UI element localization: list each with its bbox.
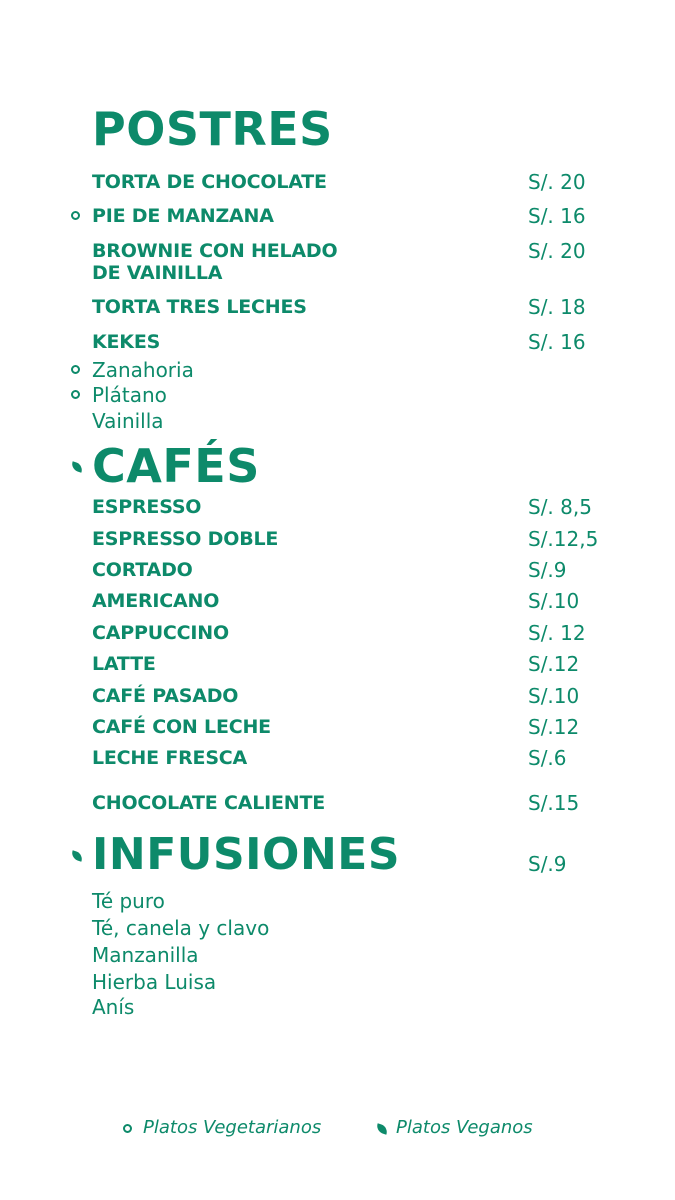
- menu-item-name: LECHE FRESCA: [92, 747, 248, 769]
- menu-item-name: ESPRESSO DOBLE: [92, 528, 279, 550]
- legend-vegan: Platos Veganos: [396, 1117, 533, 1138]
- menu-item-price: S/. 8,5: [528, 495, 592, 519]
- menu-item-price: S/. 12: [528, 621, 586, 645]
- option-text: Hierba Luisa: [92, 970, 217, 994]
- menu-item-name: TORTA DE CHOCOLATE: [92, 171, 327, 193]
- vegetarian-icon: [71, 365, 80, 374]
- menu-item-price: S/.12,5: [528, 527, 599, 551]
- section-title-postres: POSTRES: [92, 102, 333, 156]
- menu-item-price: S/. 20: [528, 239, 586, 263]
- vegetarian-icon: [71, 390, 80, 399]
- menu-item-name: KEKES: [92, 331, 161, 353]
- menu-item-name: CORTADO: [92, 559, 193, 581]
- menu-item-price: S/.10: [528, 684, 580, 708]
- menu-item-price: S/.6: [528, 746, 567, 770]
- menu-item-name: LATTE: [92, 653, 156, 675]
- menu-item-price: S/.12: [528, 715, 580, 739]
- legend-vegetarian: Platos Vegetarianos: [143, 1117, 322, 1138]
- vegan-leaf-icon: [70, 461, 84, 473]
- menu-item-name: TORTA TRES LECHES: [92, 296, 307, 318]
- option-text: Anís: [92, 995, 135, 1019]
- vegetarian-icon: [123, 1124, 132, 1133]
- menu-item-price: S/.9: [528, 852, 567, 876]
- menu-item-price: S/.9: [528, 558, 567, 582]
- menu-item-name: ESPRESSO: [92, 496, 202, 518]
- menu-item-name-line2: DE VAINILLA: [92, 262, 223, 284]
- menu-item-name: CAFÉ PASADO: [92, 685, 239, 707]
- menu-item-name: AMERICANO: [92, 590, 220, 612]
- menu-item-price: S/. 20: [528, 170, 586, 194]
- menu-item-price: S/. 18: [528, 295, 586, 319]
- section-title-cafes: CAFÉS: [92, 439, 260, 493]
- section-title-infusiones: INFUSIONES: [92, 829, 401, 880]
- menu-item-price: S/. 16: [528, 204, 586, 228]
- option-text: Té, canela y clavo: [92, 916, 270, 940]
- menu-item-name: CAPPUCCINO: [92, 622, 229, 644]
- vegan-leaf-icon: [375, 1123, 389, 1135]
- menu-item-name: BROWNIE CON HELADO: [92, 240, 338, 262]
- option-text: Té puro: [92, 889, 165, 913]
- menu-item-name: PIE DE MANZANA: [92, 205, 274, 227]
- option-text: Manzanilla: [92, 943, 199, 967]
- vegan-leaf-icon: [70, 850, 84, 862]
- option-text: Vainilla: [92, 409, 164, 433]
- option-text: Plátano: [92, 383, 167, 407]
- vegetarian-icon: [71, 211, 80, 220]
- menu-item-name: CHOCOLATE CALIENTE: [92, 792, 326, 814]
- menu-item-price: S/. 16: [528, 330, 586, 354]
- option-text: Zanahoria: [92, 358, 194, 382]
- menu-item-price: S/.10: [528, 589, 580, 613]
- menu-item-price: S/.12: [528, 652, 580, 676]
- menu-item-price: S/.15: [528, 791, 580, 815]
- menu-item-name: CAFÉ CON LECHE: [92, 716, 271, 738]
